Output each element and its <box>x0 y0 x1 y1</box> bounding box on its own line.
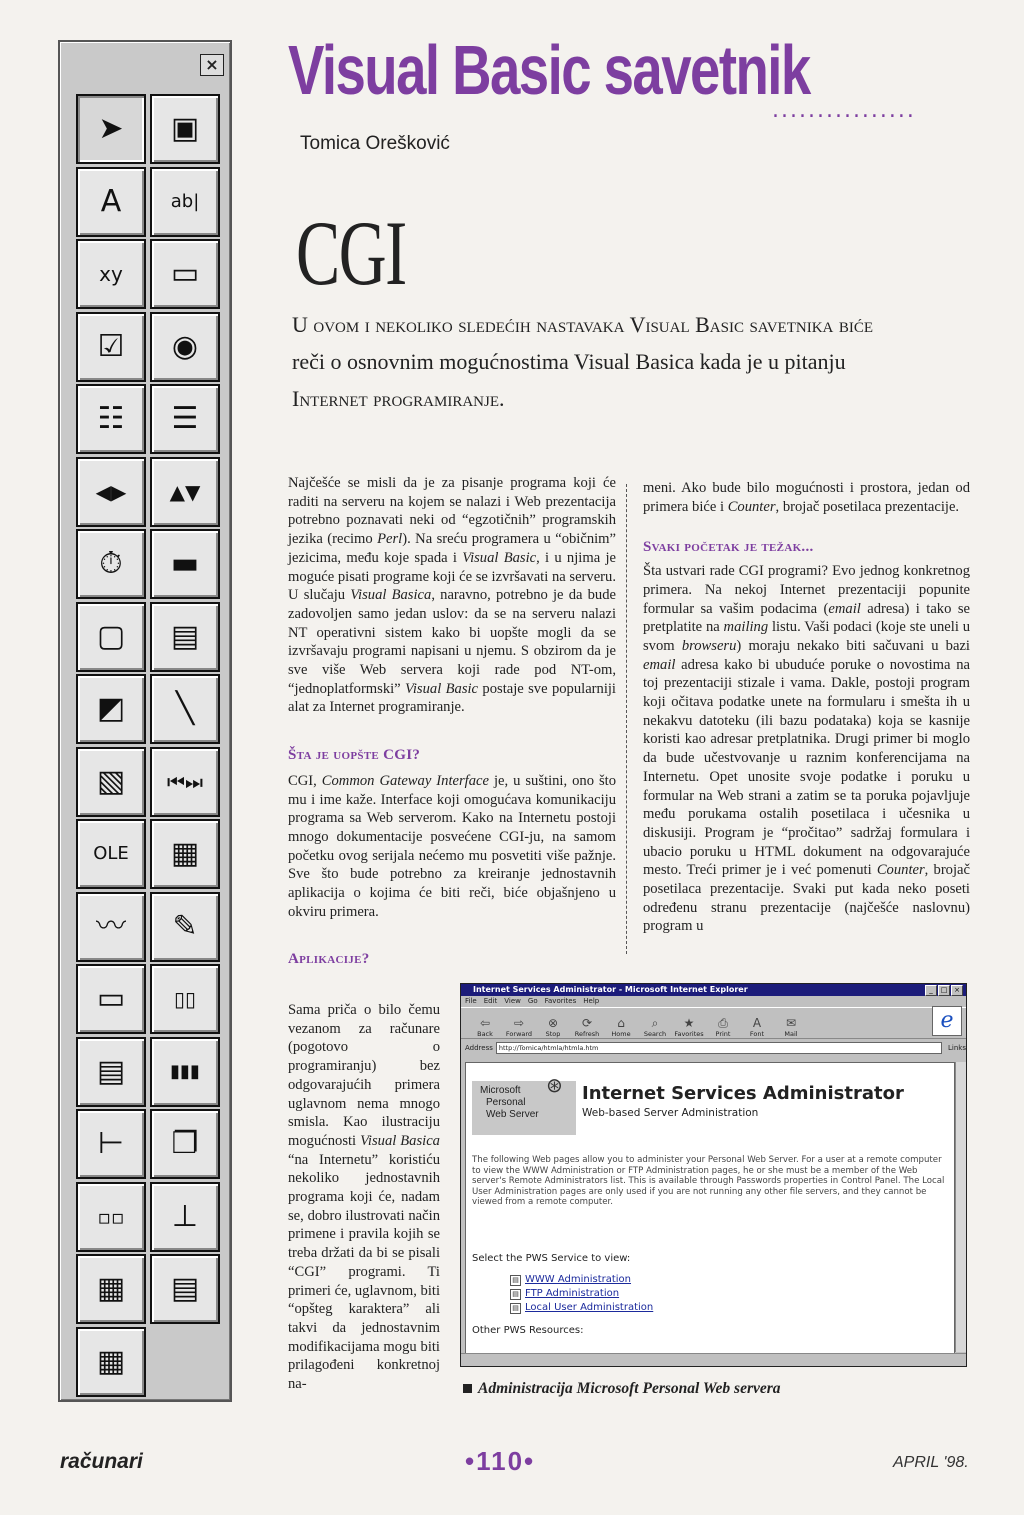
toolbar-button[interactable]: ⇦ Back <box>469 1016 501 1038</box>
imagelist-icon[interactable]: ❐ <box>150 1109 220 1179</box>
toolbar-button[interactable]: ⌕ Search <box>639 1016 671 1038</box>
web-page <box>465 1062 955 1354</box>
page-title: Visual Basic savetnik <box>288 31 810 109</box>
vscrollbar-icon[interactable]: ▲▼ <box>150 457 220 527</box>
line-icon[interactable]: ╲ <box>150 674 220 744</box>
menu-item[interactable]: File <box>465 997 477 1005</box>
logo-line: Personal <box>486 1097 526 1108</box>
toolbar-icon: ⎙ <box>718 1016 728 1030</box>
toolbar-button[interactable]: A Font <box>741 1016 773 1038</box>
listbox-icon[interactable]: ☰ <box>150 384 220 454</box>
section-heading: Svaki početak je težak... <box>643 539 814 556</box>
link-ftp-admin[interactable]: ▤ FTP Administration <box>510 1287 653 1301</box>
browser-screenshot <box>460 983 967 1367</box>
page-icon: ▤ <box>510 1275 521 1286</box>
progressbar-icon[interactable]: ▮▮▮ <box>150 1037 220 1107</box>
timer-icon[interactable]: ⏱ <box>76 529 146 599</box>
lead-line-1: U ovom i nekoliko sledećih nastavaka Visual Basic savetnika biće <box>292 312 874 337</box>
ole-icon[interactable]: OLE <box>76 819 146 889</box>
chart-icon[interactable]: 〰 <box>76 892 146 962</box>
column-2 <box>643 479 970 936</box>
frame-icon[interactable]: xy <box>76 239 146 309</box>
magazine-name: računari <box>60 1450 143 1473</box>
statusbar-icon[interactable]: ▯▯ <box>150 964 220 1034</box>
address-bar <box>461 1041 966 1055</box>
section-heading: Šta je uopšte CGI? <box>288 747 421 764</box>
logo-line: Web Server <box>486 1109 539 1120</box>
picturebox-icon[interactable]: ▣ <box>150 94 220 164</box>
toolbar-icon: A <box>752 1016 762 1030</box>
link-www-admin[interactable]: ▤ WWW Administration <box>510 1273 653 1287</box>
toolbar-icon: ⌕ <box>651 1016 659 1030</box>
richtext-icon[interactable]: ✎ <box>150 892 220 962</box>
paragraph: Najčešće se misli da je za pisanje programa koji će raditi na serveru na kojem se nalazi i Web prezentacija potrebno poznavati neki od “egzotičnih” programskih jezika (recimo Perl). Na sreću programera u “običnim” jezicima, među koje spada i Visual Basic, i u njima je moguće pisati programe koji će se izvršavati na serveru. U slučaju Visual Basica, naravno, potrebno je da bude zadovoljen samo jedan uslov: da se na serveru nalazi NT operativni sistem kako bi uopšte mogli da se izvršavaju programi napisani u njemu. S obzirom da je sve više Web servera koji rade pod NT-om, “jednoplatformski” Visual Basic postaje sve popularniji alat za Internet programiranje. <box>288 475 616 716</box>
ie-logo-icon: e <box>932 1006 962 1036</box>
maximize-icon[interactable]: □ <box>938 985 950 996</box>
vb-toolbox <box>58 40 232 1402</box>
toolbar-button[interactable]: ⇨ Forward <box>503 1016 535 1038</box>
toolbar-icon: ⟳ <box>581 1016 593 1030</box>
paragraph: meni. Ako bude bilo mogućnosti i prostora, jedan od primera biće i Counter, brojač posetilaca prezentacije. <box>643 480 970 515</box>
hscrollbar-icon[interactable]: ◀▶ <box>76 457 146 527</box>
paragraph: CGI, Common Gateway Interface je, u suštini, ono što mu i ime kaže. Interface koji omogućava komunikaciju programa sa Web serverom. Kako na Internetu postoji mnogo dokumentacije posvećene CGI-ju, na samom početku ovog serijala nećemo mu posvetiti više pažnje. Sve što bude potrebno za kreiranje jednostavnih aplikacija o kojima će biti reči, biće objašnjeno u okviru primera. <box>288 772 616 920</box>
title-dots: ................ <box>772 98 916 123</box>
page-icon: ▤ <box>510 1289 521 1300</box>
dirlistbox-icon[interactable]: ▢ <box>76 602 146 672</box>
dbgrid-icon[interactable]: ▦ <box>76 1254 146 1324</box>
data-icon[interactable]: ⏮⏭ <box>150 747 220 817</box>
optionbutton-icon[interactable]: ◉ <box>150 312 220 382</box>
vertical-scrollbar[interactable] <box>955 1062 966 1352</box>
window-title: Internet Services Administrator - Microsoft Internet Explorer <box>461 984 966 996</box>
toolbar-button[interactable]: ⌂ Home <box>605 1016 637 1038</box>
grid-icon[interactable]: ▦ <box>76 1327 146 1397</box>
pws-other-resources: Other PWS Resources: <box>472 1325 584 1336</box>
toolbar-icon: ⇦ <box>479 1016 491 1030</box>
toolbar-icon: ★ <box>683 1016 695 1030</box>
globe-icon: ⊛ <box>546 1073 563 1097</box>
address-input[interactable]: http://Tomica/htmla/htmla.htm <box>496 1042 942 1054</box>
menu-item[interactable]: Edit <box>483 997 498 1005</box>
pointer-icon[interactable]: ➤ <box>76 94 146 164</box>
column-divider <box>626 484 627 954</box>
filelistbox-icon[interactable]: ▤ <box>150 602 220 672</box>
pws-heading: Internet Services Administrator <box>582 1083 904 1104</box>
pws-links <box>510 1273 653 1315</box>
browser-toolbar <box>461 1007 966 1039</box>
checkbox-icon[interactable]: ☑ <box>76 312 146 382</box>
caption-bullet <box>463 1384 472 1393</box>
toolbar-icon: ⌂ <box>617 1016 625 1030</box>
toolbar-button[interactable]: ★ Favorites <box>674 1016 704 1038</box>
window-buttons <box>925 985 963 996</box>
links-label[interactable]: Links <box>948 1044 966 1052</box>
article-topic: CGI <box>296 202 406 304</box>
slider-icon[interactable]: ⊥ <box>150 1182 220 1252</box>
page-icon: ▤ <box>510 1303 521 1314</box>
toolbar-icon: ✉ <box>785 1016 797 1030</box>
toolbar-button[interactable]: ✉ Mail <box>775 1016 807 1038</box>
paragraph: Sama priča o bilo čemu vezanom za računare (pogotovo o programiranju) bez odgovarajućih primera uglavnom nema mnogo smisla. Kao ilustraciju mogućnosti Visual Basica “na Internetu” koristiću nekoliko jednostavnih programa koji će, nadam se, dobro ilustrovati način primene i pravila kojih se treba držati da bi se pisali “CGI” programi. Ti primeri će, uglavnom, biti “opšteg karaktera” ali takvi da jednostavnim modifikacijama mogu biti prilagođeni konkretnoj na- <box>288 1002 440 1393</box>
minimize-icon[interactable]: _ <box>925 985 937 996</box>
menu-item[interactable]: View <box>504 997 521 1005</box>
column-1-top <box>288 474 616 976</box>
label-icon[interactable]: A <box>76 167 146 237</box>
combobox-icon[interactable]: ☷ <box>76 384 146 454</box>
page-number: •110• <box>465 1446 536 1476</box>
pws-subheading: Web-based Server Administration <box>582 1107 759 1119</box>
section-heading: Aplikacije? <box>288 951 370 968</box>
column-1-bottom <box>288 1001 440 1394</box>
status-bar <box>461 1353 966 1366</box>
pws-intro: The following Web pages allow you to administer your Personal Web Server. For a user at a remote computer to view the WWW Administration or FTP Administration pages, he or she must be a member of the Web server's Remote Administrators list. This is available through Passwords properties in Control Panel. The Local User Administration pages are only used if you are not running any other file servers, and they cannot be viewed from a remote computer. <box>472 1155 945 1207</box>
menu-bar <box>461 996 966 1007</box>
drivelistbox-icon[interactable]: ▬ <box>150 529 220 599</box>
dblist-icon[interactable]: ▤ <box>150 1254 220 1324</box>
pws-select-label: Select the PWS Service to view: <box>472 1253 631 1264</box>
listview-icon[interactable]: ▫▫ <box>76 1182 146 1252</box>
logo-line: Microsoft <box>480 1085 521 1096</box>
image-icon[interactable]: ▧ <box>76 747 146 817</box>
textbox-icon[interactable]: ab| <box>150 167 220 237</box>
menu-item[interactable]: Help <box>583 997 600 1005</box>
figure-caption: Administracija Microsoft Personal Web servera <box>463 1380 781 1398</box>
link-local-user-admin[interactable]: ▤ Local User Administration <box>510 1301 653 1315</box>
shape-icon[interactable]: ◩ <box>76 674 146 744</box>
lead-paragraph <box>292 306 972 417</box>
paragraph: Šta ustvari rade CGI programi? Evo jednog konkretnog primera. Na nekoj Internet prezentaciji popunite formular sa vašim podacima (email adresa) i tako se pretplatite na mailing listu. Vaši podaci (koje ste uneli u svom browseru) moraju nekako biti sačuvani u bazi email adresa kako bi ubuduće poruke o novostima na toj prezentaciji stizale i vama. Dakle, postoji program koji očitava podatke unete na formularu i smešta ih u nekakvu datoteku (ili bazu podataka) koja se kasnije koristi kao adresar pretplatnika. Drugi primer bi moglo da bude učestvovanje u raznim konferencijama na Internetu. Opet unosite svoje podatke i poruku u formular na Web strani a zatim se ta poruka pojavljuje među porukama ostalih posetilaca i učesnika u diskusiji. Program je “pročitao” sadržaj formulara i ubacio poruku u HTML dokument na odgovarajuće mesto. Treći primer je i već pomenuti Counter, brojač posetilaca prezentacije. Svaki put kada neko poseti određenu stranu prezentacije (najčešće naslovnu) program u <box>643 563 970 935</box>
close-icon[interactable]: × <box>200 54 224 76</box>
folder-icon[interactable]: ▭ <box>76 964 146 1034</box>
lead-line-3: Internet programiranje. <box>292 386 505 411</box>
address-label: Address <box>465 1044 493 1052</box>
toolbar-button[interactable]: ⊗ Stop <box>537 1016 569 1038</box>
tabstrip-icon[interactable]: ▦ <box>150 819 220 889</box>
toolbar-button[interactable]: ⟳ Refresh <box>571 1016 603 1038</box>
treeview-icon[interactable]: ⊢ <box>76 1109 146 1179</box>
issue-date: APRIL '98. <box>893 1454 969 1471</box>
commandbutton-icon[interactable]: ▭ <box>150 239 220 309</box>
toolbar-icon: ⊗ <box>547 1016 559 1030</box>
toolbar-icon: ⇨ <box>513 1016 525 1030</box>
lead-line-2: reči o osnovnim mogućnostima Visual Basica kada je u pitanju <box>292 349 846 374</box>
toolbar-icon[interactable]: ▤ <box>76 1037 146 1107</box>
author-name: Tomica Orešković <box>300 133 450 154</box>
menu-item[interactable]: Go <box>527 997 538 1005</box>
close-icon[interactable]: × <box>951 985 963 996</box>
menu-item[interactable]: Favorites <box>544 997 577 1005</box>
toolbar-button[interactable]: ⎙ Print <box>707 1016 739 1038</box>
